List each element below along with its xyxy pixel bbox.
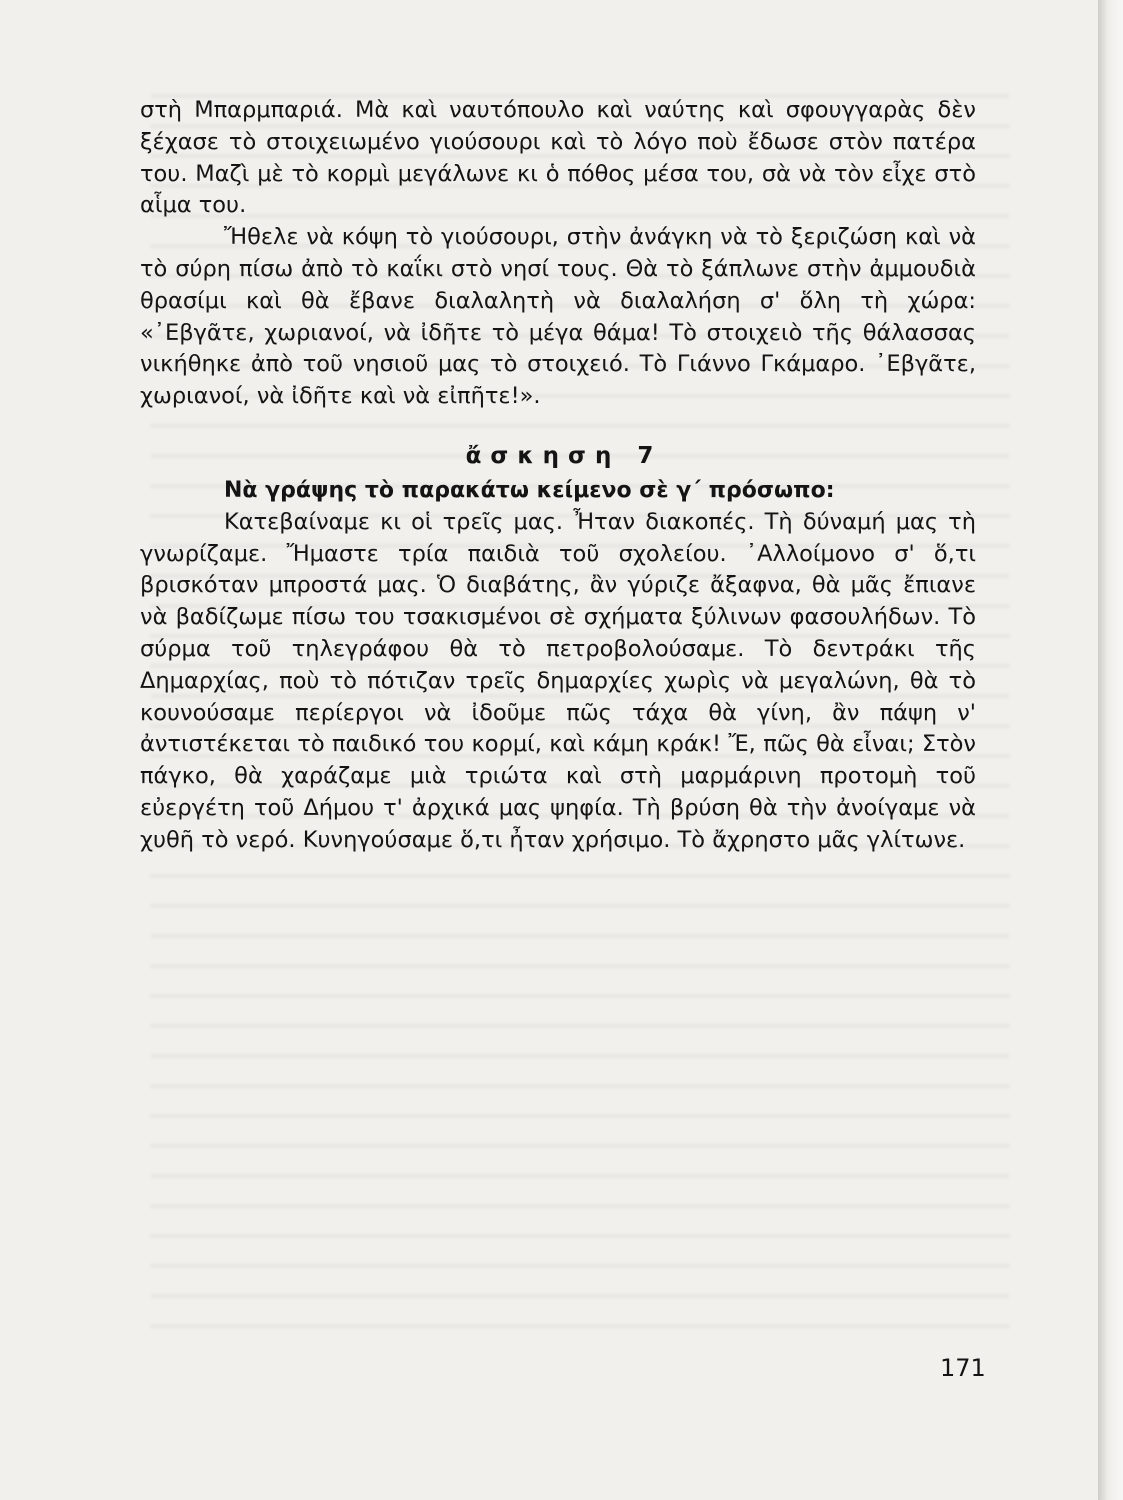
paragraph-story: Ἤθελε νὰ κόψη τὸ γιούσουρι, στὴν ἀνάγκη νὰ τὸ ξεριζώση καὶ νὰ τὸ σύρη πίσω ἀπὸ τὸ καΐκι στὸ νησί τους. Θὰ τὸ ξάπλωνε στὴν ἀμμουδιὰ θρασίμι καὶ θὰ ἔβανε διαλαλητὴ νὰ διαλαλήση σ' ὅλη τὴ χώρα: «᾿Εβγᾶτε, χωριανοί, νὰ ἰδῆτε τὸ μέγα θάμα! Τὸ στοιχειὸ τῆς θάλασσας νικήθηκε ἀπὸ τοῦ νησιοῦ μας τὸ στοιχειό. Τὸ Γιάννο Γκάμαρο. ᾿Εβγᾶτε, χωριανοί, νὰ ἰδῆτε καὶ νὰ εἰπῆτε!». xyxy=(140,224,976,410)
page-edge xyxy=(1098,0,1123,1500)
exercise-heading: ἄσκηση 7 xyxy=(465,442,663,469)
exercise-instruction: Νὰ γράψης τὸ παρακάτω κείμενο σὲ γ΄ πρόσωπο: xyxy=(224,477,835,503)
page-content xyxy=(140,95,976,857)
paragraph-continued: στὴ Μπαρμπαριά. Μὰ καὶ ναυτόπουλο καὶ ναύτης καὶ σφουγγαρὰς δὲν ξέχασε τὸ στοιχειωμένο γιούσουρι καὶ τὸ λόγο ποὺ ἔδωσε στὸν πατέρα του. Μαζὶ μὲ τὸ κορμὶ μεγάλωνε κι ὁ πόθος μέσα του, σὰ νὰ τὸν εἶχε στὸ αἷμα του. xyxy=(140,97,976,219)
exercise-text: Κατεβαίναμε κι οἱ τρεῖς μας. Ἦταν διακοπές. Τὴ δύναμή μας τὴ γνωρίζαμε. Ἤμαστε τρία παιδιὰ τοῦ σχολείου. ᾿Αλλοίμονο σ' ὅ,τι βρισκόταν μπροστά μας. Ὁ διαβάτης, ἂν γύριζε ἄξαφνα, θὰ μᾶς ἔπιανε νὰ βαδίζωμε πίσω του τσακισμένοι σὲ σχήματα ξύλινων φασουλήδων. Τὸ σύρμα τοῦ τηλεγράφου θὰ τὸ πετροβολούσαμε. Τὸ δεντράκι τῆς Δημαρχίας, ποὺ τὸ πότιζαν τρεῖς δημαρχίες χωρὶς νὰ μεγαλώνη, θὰ τὸ κουνούσαμε περίεργοι νὰ ἰδοῦμε πῶς τάχα θὰ γίνη, ἂν πάψη ν' ἀντιστέκεται τὸ παιδικό του κορμί, καὶ κάμη κράκ! Ἔ, πῶς θὰ εἶναι; Στὸν πάγκο, θὰ χαράζαμε μιὰ τριώτα καὶ στὴ μαρμάρινη προτομὴ τοῦ εὐεργέτη τοῦ Δήμου τ' ἀρχικά μας ψηφία. Τὴ βρύση θὰ τὴν ἀνοίγαμε νὰ χυθῆ τὸ νερό. Κυνηγούσαμε ὅ,τι ἦταν χρήσιμο. Τὸ ἄχρηστο μᾶς γλίτωνε. xyxy=(140,508,976,853)
page-number: 171 xyxy=(940,1354,986,1382)
